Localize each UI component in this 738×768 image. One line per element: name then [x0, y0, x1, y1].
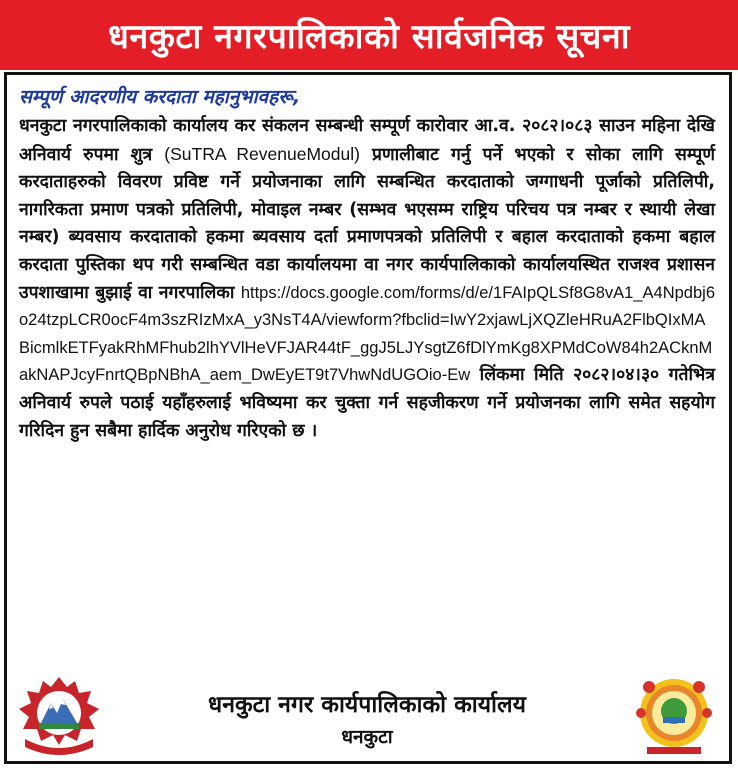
office-location: धनकुटा: [341, 726, 393, 748]
municipality-logo-icon: [633, 673, 715, 757]
body-text-part2: प्रणालीबाट गर्नु पर्ने भएको र सोका लागि सम्पूर्ण करदाताहरुको विवरण प्रविष्ट गर्ने प्रयोजनाका लागि सम्बन्धित करदाताको जग्गाधनी पूर्जाको प्रतिलिपी, नागरिकता प्रमाण पत्रको प्रतिलिपी, मोवाइल नम्बर (सम्भव भएसम्म राष्ट्रिय परिचय पत्र नम्बर र स्थायी लेखा नम्बर) ब्यवसाय करदाताको हकमा ब्यवसाय दर्ता प्रमाणपत्रको प्रतिलिपी र बहाल करदाताको हकमा बहाल करदाता पुस्तिका थप गरी सम्बन्धित वडा कार्यालयमा वा नगर कार्यपालिकाको कार्यालयस्थित राजश्व प्रशासन उपशाखामा बुझाई वा नगरपालिका: [19, 144, 715, 303]
notice-banner: [0, 0, 738, 70]
banner-title: धनकुटा नगरपालिकाको सार्वजनिक सूचना: [107, 17, 631, 57]
form-link[interactable]: https://docs.google.com/forms/d/e/1FAIpQLSf8G8vA1_A4Npdbj6o24tzpLCR0ocF4m3szRIzMxA_y3NsT4A/viewform?fbclid=IwY2xjawLjXQZleHRuA2FlbQIxMABicmlkETFyakRhMFhub2lhYVlHeVFJAR44tF_ggJ5LJYsgtZ6fDlYmKg8XPMdCoW84h2ACknMakNAPJcyFnrtQBpNBhA_aem_DwEyET9t7VhwNdUGOio-Ew: [19, 283, 715, 385]
system-name: (SuTRA RevenueModul): [164, 143, 360, 164]
salutation: सम्पूर्ण आदरणीय करदाता महानुभावहरू,: [19, 86, 301, 108]
body-text-part3: लिंकमा मिति २०८२।०४।३० गतेभित्र अनिवार्य रुपले पठाई यहाँहरुलाई भविष्यमा कर चुक्ता गर्न सहजीकरण गर्ने प्रयोजनका लागि समेत सहयोग गरिदिन हुन सबैमा हार्दिक अनुरोध गरिएको छ ।: [19, 365, 715, 441]
office-name: धनकुटा नगर कार्यपालिकाको कार्यालय: [208, 692, 526, 718]
nepal-emblem-icon: [15, 673, 103, 755]
body-text-part1: धनकुटा नगरपालिकाको कार्यालय कर संकलन सम्बन्धी सम्पूर्ण कारोवार आ.व. २०८२।०८३ साउन महिना देखि अनिवार्य रुपमा शुत्र: [19, 116, 715, 165]
notice-frame: [4, 72, 732, 764]
notice-body: [19, 113, 715, 445]
